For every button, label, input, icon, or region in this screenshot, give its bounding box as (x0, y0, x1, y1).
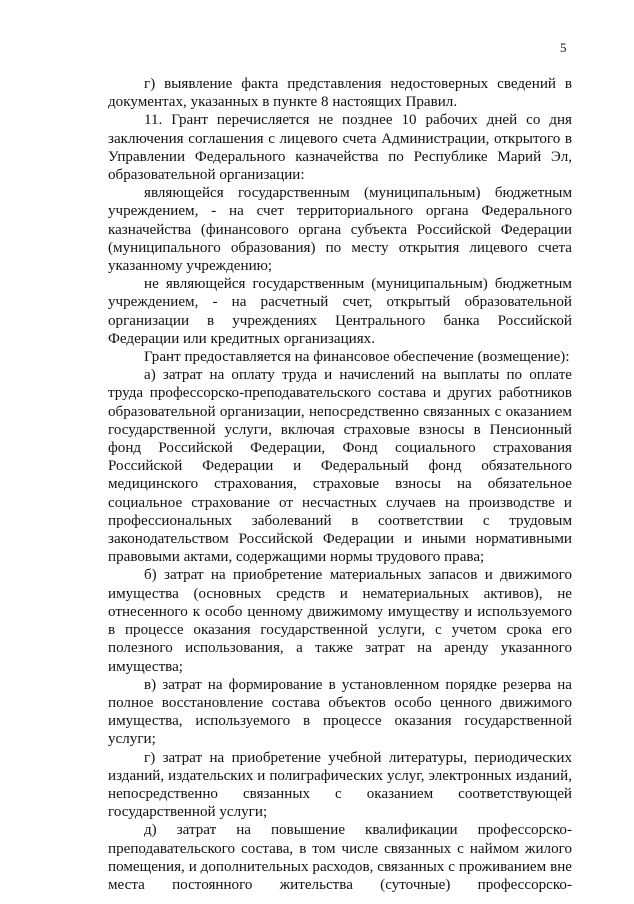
paragraph-item-a-labor-costs: а) затрат на оплату труда и начислений на выплаты по оплате труда профессорско-преподавательского состава и других работников образовательной организации, непосредственно связанных с оказанием государственной услуги, включая страховые взносы в Пенсионный фонд Российской Федерации, Фонд социального страхования Российской Федерации и Федеральный фонд обязательного медицинского страхования, страховые взносы на обязательное социальное страхование от несчастных случаев на производстве и профессиональных заболеваний в соответствии с трудовым законодательством Российской Федерации и иными нормативными правовыми актами, содержащими нормы трудового права; (108, 367, 572, 566)
paragraph-item-g-false-info: г) выявление факта представления недостоверных сведений в документах, указанных в пункте 8 настоящих Правил. (108, 76, 572, 111)
paragraph-item-b-materials: б) затрат на приобретение материальных запасов и движимого имущества (основных средств и нематериальных активов), не отнесенного к особо ценному движимому имуществу и используемого в процессе оказания государственной услуги, с учетом срока его полезного использования, а также затрат на аренду указанного имущества; (108, 567, 572, 675)
paragraph-item-v-reserve: в) затрат на формирование в установленном порядке резерва на полное восстановление состава объектов особо ценного движимого имущества, используемого в процессе оказания государственной услуги; (108, 676, 572, 748)
paragraph-budget-institution: являющейся государственным (муниципальным) бюджетным учреждением, - на счет территориального органа Федерального казначейства (финансового органа субъекта Российской Федерации (муниципального образования) по месту открытия лицевого счета указанному учреждению; (108, 185, 572, 275)
paragraph-grant-purpose: Грант предоставляется на финансовое обеспечение (возмещение): (144, 349, 570, 366)
page-number: 5 (560, 40, 567, 55)
paragraph-item-g-literature: г) затрат на приобретение учебной литературы, периодических изданий, издательских и полиграфических услуг, электронных изданий, непосредственно связанных с оказанием соответствующей государственной услуги; (108, 749, 572, 821)
document-body (108, 75, 572, 894)
paragraph-non-budget-institution: не являющейся государственным (муниципальным) бюджетным учреждением, - на расчетный счет, открытый образовательной организации в учреждениях Центрального банка Российской Федерации или кредитных организациях. (108, 276, 572, 347)
paragraph-item-d-qualification: д) затрат на повышение квалификации профессорско-преподавательского состава, в том числе связанных с наймом жилого помещения, и дополнительных расходов, связанных с проживанием вне места постоянного жительства (суточные) профессорско- (108, 822, 572, 893)
paragraph-grant-transfer: 11. Грант перечисляется не позднее 10 рабочих дней со дня заключения соглашения с лицевого счета Администрации, открытого в Управлении Федерального казначейства по Республике Марий Эл, образовательной организации: (108, 112, 572, 184)
